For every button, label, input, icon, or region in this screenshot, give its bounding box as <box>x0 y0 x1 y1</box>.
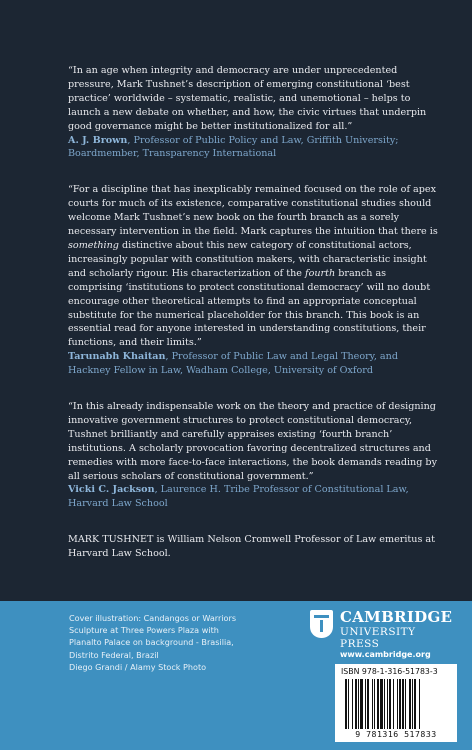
barcode-bar <box>387 679 388 729</box>
quote-segment: branch as comprising ‘institutions to protect constitutional democracy’ will no doubt encourage other theoretical attempts to find an appropriate conceptual substitute for the numerical placeholder for this branch. This book is an essential read for anyone interested in understanding constitutions, their functions, and their limits.” <box>68 267 431 349</box>
quote-text <box>68 183 438 350</box>
endorsements <box>68 64 438 561</box>
barcode-bar <box>367 679 369 729</box>
barcode-bar <box>414 679 416 729</box>
quote-segment: “For a discipline that has inexplicably remained focused on the role of apex courts for much of its existence, comparative constitutional studies should welcome Mark Tushnet’s new book on the fourth branch as a sorely necessary intervention in the field. Mark captures the intuition that there is <box>68 184 438 238</box>
barcode-bar <box>384 679 385 729</box>
barcode-bar <box>419 679 420 729</box>
publisher-url: www.cambridge.org <box>340 650 431 659</box>
barcode-bar <box>345 679 347 729</box>
quote-emphasis: something <box>68 239 119 251</box>
credit-line: Cover illustration: Candangos or Warriors <box>69 613 237 623</box>
barcode-bar <box>402 679 404 729</box>
credit-line: Planalto Palace on background - Brasilia, <box>69 637 234 648</box>
publisher-name: CAMBRIDGE <box>340 608 453 626</box>
barcode-bar <box>377 679 379 729</box>
barcode-bar <box>380 679 383 729</box>
endorser-name: Tarunabh Khaitan <box>68 351 166 363</box>
endorser-name: Vicki C. Jackson <box>68 484 155 496</box>
shield-icon <box>310 610 333 638</box>
barcode-bar <box>397 679 398 729</box>
quote-text: “In this already indispensable work on the theory and practice of designing innovative government structures to protect constitutional democracy, Tushnet brilliantly and carefully appraises existing ‘fourth branch’ institutions. A scholarly provocation favoring decentralized structures and remedies with more face-to-face interactions, the book demands reading by all serious scholars of constitutional government.” <box>68 401 437 482</box>
barcode-bar <box>405 679 406 729</box>
barcode-bar <box>352 679 353 729</box>
endorsement-jackson <box>68 400 438 511</box>
attribution <box>68 350 438 378</box>
quote-emphasis: fourth <box>305 267 336 279</box>
barcode-bar <box>399 679 401 729</box>
barcode-bar <box>372 679 373 729</box>
endorsement-khaitan <box>68 183 438 378</box>
quote-text: “In an age when integrity and democracy are under unprecedented pressure, Mark Tushnet’s description of emerging constitutional ‘best practice’ worldwide – systematic, realistic, and unemotional – helps to launch a new debate on whether, and how, the civic virtues that underpin good governance might be better institutionalized for all.” <box>68 65 427 132</box>
publisher-press: UNIVERSITY PRESS <box>340 626 416 650</box>
barcode-bar <box>389 679 391 729</box>
endorser-name: A. J. Brown <box>68 134 128 146</box>
barcode-bar <box>360 679 363 729</box>
author-bio: MARK TUSHNET is William Nelson Cromwell Professor of Law emeritus at Harvard Law School. <box>68 534 435 560</box>
barcode-block <box>335 664 457 742</box>
attribution <box>68 134 438 162</box>
credit-line: Sculpture at Three Powers Plaza with <box>69 625 219 636</box>
publisher-logo <box>310 608 458 650</box>
barcode-bar <box>365 679 366 729</box>
quote-segment: distinctive about this new category of constitutional actors, increasingly popular with constitution makers, with characteristic insight and scholarly rigour. His characterization of the <box>68 239 427 279</box>
cover-credit <box>69 612 274 673</box>
barcode-bar <box>412 679 413 729</box>
endorsement-brown <box>68 64 438 161</box>
barcode-bar <box>409 679 411 729</box>
barcode-bar <box>358 679 359 729</box>
barcode-digits: 9 781316 517833 <box>355 729 437 739</box>
isbn-text: ISBN 978-1-316-51783-3 <box>341 667 438 676</box>
barcode-bar <box>355 679 357 729</box>
barcode-bar <box>348 679 349 729</box>
credit-line: Distrito Federal, Brazil <box>69 649 159 660</box>
endorser-affiliation: , Laurence H. Tribe Professor of Constitutional Law, Harvard Law School <box>68 484 409 510</box>
credit-line: Diego Grandi / Alamy Stock Photo <box>69 661 207 672</box>
barcode-icon <box>345 679 447 729</box>
barcode-bar <box>393 679 394 729</box>
endorser-affiliation: , Professor of Public Law and Legal Theory, and Hackney Fellow in Law, Wadham College, University of Oxford <box>68 351 398 377</box>
barcode-bar <box>374 679 375 729</box>
endorser-affiliation: , Professor of Public Policy and Law, Griffith University; Boardmember, Transparency International <box>68 134 399 160</box>
attribution <box>68 483 438 511</box>
